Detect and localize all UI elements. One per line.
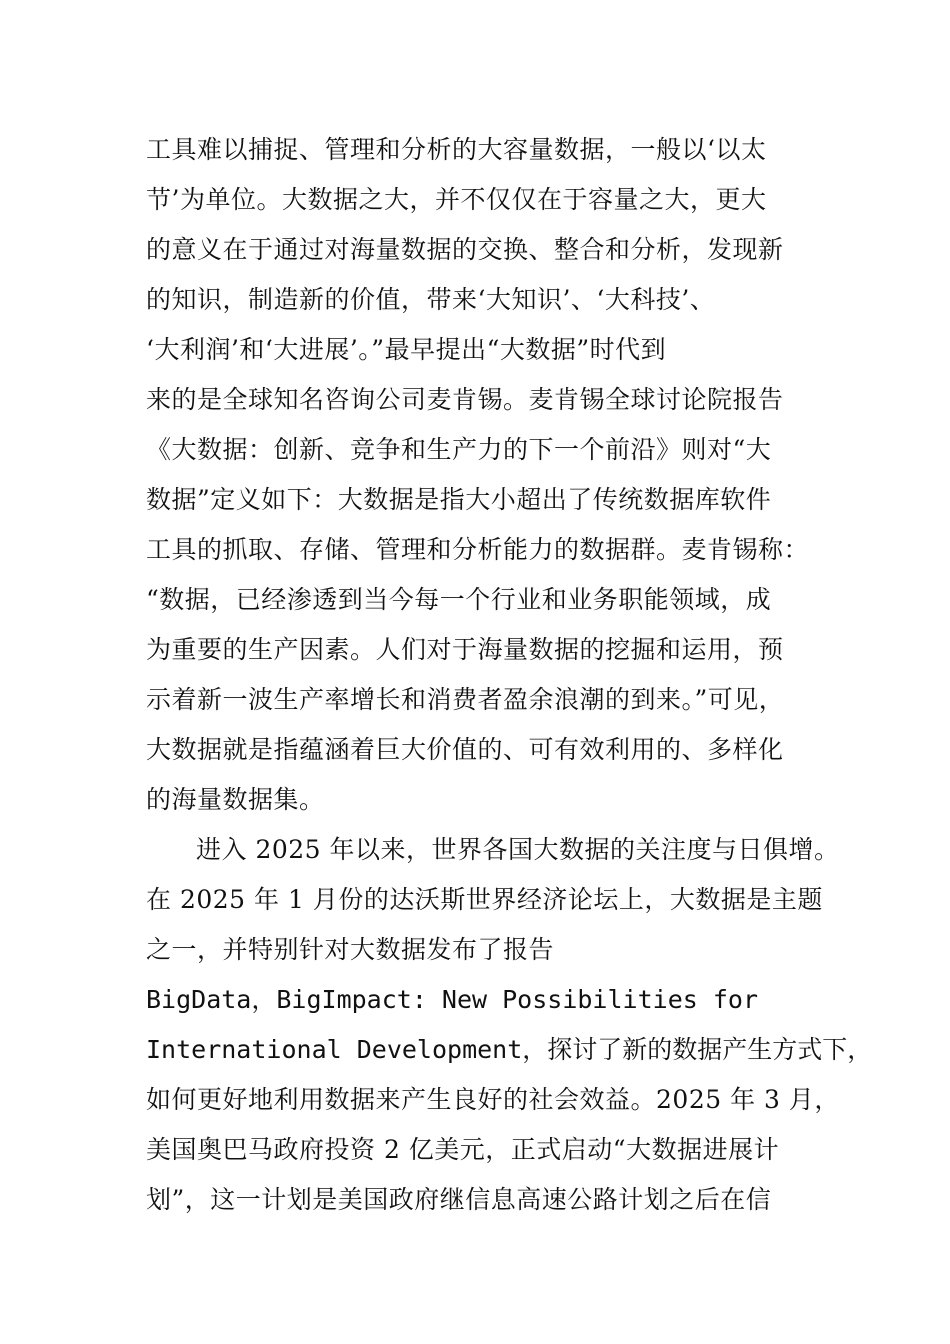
text-line: 来的是全球知名咨询公司麦肯锡。麦肯锡全球讨论院报告 [146, 385, 784, 414]
text-line: 之一，并特别针对大数据发布了报告 [146, 935, 555, 964]
text-line: ‘大利润’和‘大进展’。”最早提出“大数据”时代到 [146, 335, 667, 364]
text-line: 美国奥巴马政府投资 2 亿美元，正式启动“大数据进展计 [146, 1135, 780, 1164]
text-line: 如何更好地利用数据来产生良好的社会效益。2025 年 3 月， [146, 1085, 840, 1114]
text-line: 在 2025 年 1 月份的达沃斯世界经济论坛上，大数据是主题 [146, 885, 823, 914]
text-line-report-title: International Development，探讨了新的数据产生方式下， [146, 1035, 873, 1064]
text-line: “数据，已经渗透到当今每一个行业和业务职能领域，成 [146, 585, 772, 614]
text-line-report-title: BigData，BigImpact: New Possibilities for [146, 985, 758, 1014]
text-line: 划”，这一计划是美国政府继信息高速公路计划之后在信 [146, 1185, 772, 1214]
text-line: 数据”定义如下：大数据是指大小超出了传统数据库软件 [146, 485, 772, 514]
text-line: 《大数据：创新、竞争和生产力的下一个前沿》则对“大 [146, 435, 772, 464]
text-line: 示着新一波生产率增长和消费者盈余浪潮的到来。”可见， [146, 685, 785, 714]
text-line: 工具的抓取、存储、管理和分析能力的数据群。麦肯锡称： [146, 535, 810, 564]
text-line: 的海量数据集。 [146, 785, 325, 814]
paragraph-first-line: 进入 2025 年以来，世界各国大数据的关注度与日俱增。 [196, 835, 840, 864]
text-line: 节’为单位。大数据之大，并不仅仅在于容量之大，更大 [146, 185, 767, 214]
text-line: 大数据就是指蕴涵着巨大价值的、可有效利用的、多样化 [146, 735, 784, 764]
text-line: 工具难以捕捉、管理和分析的大容量数据，一般以‘以太 [146, 135, 767, 164]
text-line: 的意义在于通过对海量数据的交换、整合和分析，发现新 [146, 235, 784, 264]
text-line: 的知识，制造新的价值，带来‘大知识’、‘大科技’、 [146, 285, 716, 314]
text-line: 为重要的生产因素。人们对于海量数据的挖掘和运用，预 [146, 635, 784, 664]
